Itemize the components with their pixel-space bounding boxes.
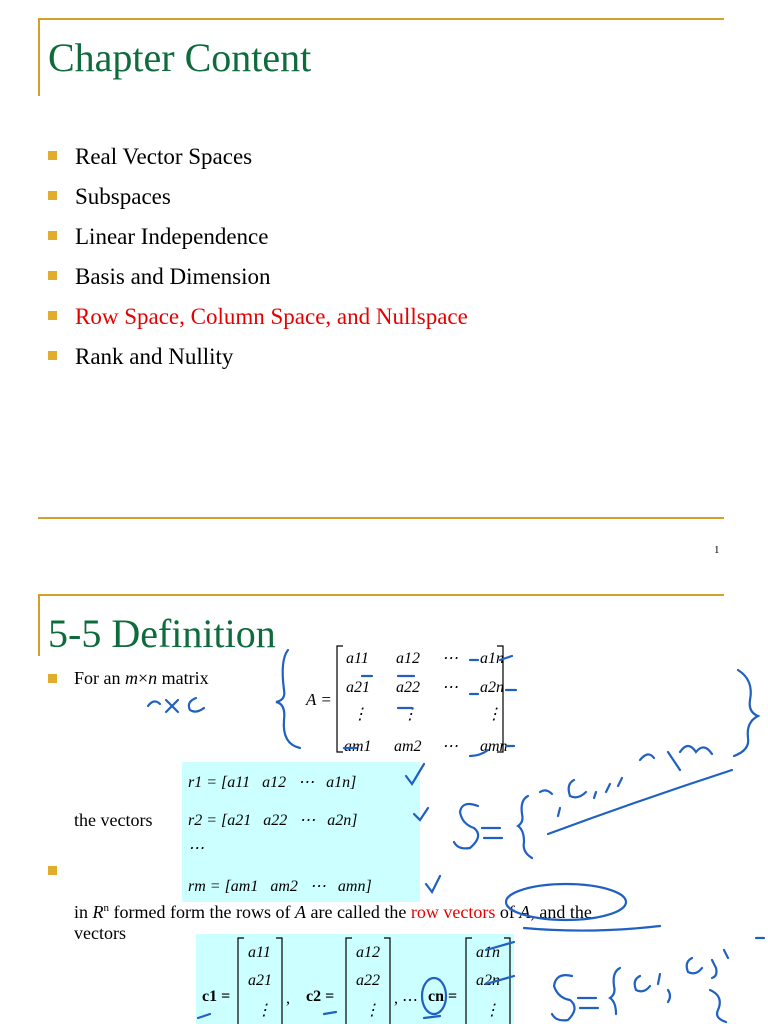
col-entry: a1n (476, 944, 500, 961)
handwritten-ink (148, 650, 764, 1022)
the-vectors-label: the vectors (74, 810, 153, 830)
row-vector: r2 = [a21 a22 ⋯ a2n] (188, 812, 358, 829)
handwritten-set-rows (454, 804, 478, 848)
list-item: Linear Independence (48, 223, 468, 263)
col-vector-label: cn = (428, 988, 458, 1005)
col-entry: a12 (356, 944, 380, 961)
row-vector: rm = [am1 am2 ⋯ amn] (188, 878, 372, 895)
col-dots: ⋯ (402, 992, 418, 1009)
matrix-row: am1 am2 ⋯ amn (344, 738, 508, 755)
slide-1-title: Chapter Content (48, 35, 312, 80)
list-item: Subspaces (48, 183, 468, 223)
list-item: Real Vector Spaces (48, 143, 468, 183)
check-icon (414, 808, 428, 820)
handwritten-set-columns (552, 975, 575, 1020)
handwritten-r-times-c (148, 698, 204, 712)
list-item: Rank and Nullity (48, 343, 468, 383)
col-sep: , (394, 990, 398, 1007)
row-vector: ⋯ (188, 840, 204, 857)
slide-2-title: 5-5 Definition (48, 611, 276, 656)
bullet-1-text: For an m×n matrix (74, 668, 209, 688)
definition-sentence: in $R^n$ formed form the rows of A are called the row vectors of A, and the (74, 902, 592, 922)
page-number: 1 (714, 544, 720, 556)
col-entry: a11 (248, 944, 271, 961)
col-entry: a2n (476, 972, 500, 989)
matrix-label: A = (306, 690, 332, 709)
handwritten-brace (276, 650, 300, 748)
col-sep: , (286, 990, 290, 1007)
matrix-row: a21 a22 ⋯ a2n (346, 679, 504, 696)
col-entry: ⋮ (364, 1002, 380, 1019)
matrix-row: a11 a12 ⋯ a1n (346, 650, 504, 667)
row-vector: r1 = [a11 a12 ⋯ a1n] (188, 774, 357, 791)
check-icon (426, 876, 440, 892)
col-vector-label: c2 = (306, 988, 335, 1005)
underline (548, 770, 732, 834)
circle-cn (422, 978, 446, 1014)
definition-sentence-line-2: vectors (74, 923, 126, 943)
list-item: Basis and Dimension (48, 263, 468, 303)
col-vector-label: c1 = (202, 988, 231, 1005)
col-entry: ⋮ (484, 1002, 500, 1019)
matrix-row: ⋮ ⋮ ⋮ (352, 706, 502, 723)
handwritten-dash (344, 660, 488, 756)
col-entry: a21 (248, 972, 272, 989)
col-entry: a22 (356, 972, 380, 989)
check-icon (406, 764, 424, 784)
circle-row-vectors (506, 884, 626, 920)
col-entry: ⋮ (256, 1002, 272, 1019)
list-item-highlighted: Row Space, Column Space, and Nullspace (48, 303, 468, 343)
